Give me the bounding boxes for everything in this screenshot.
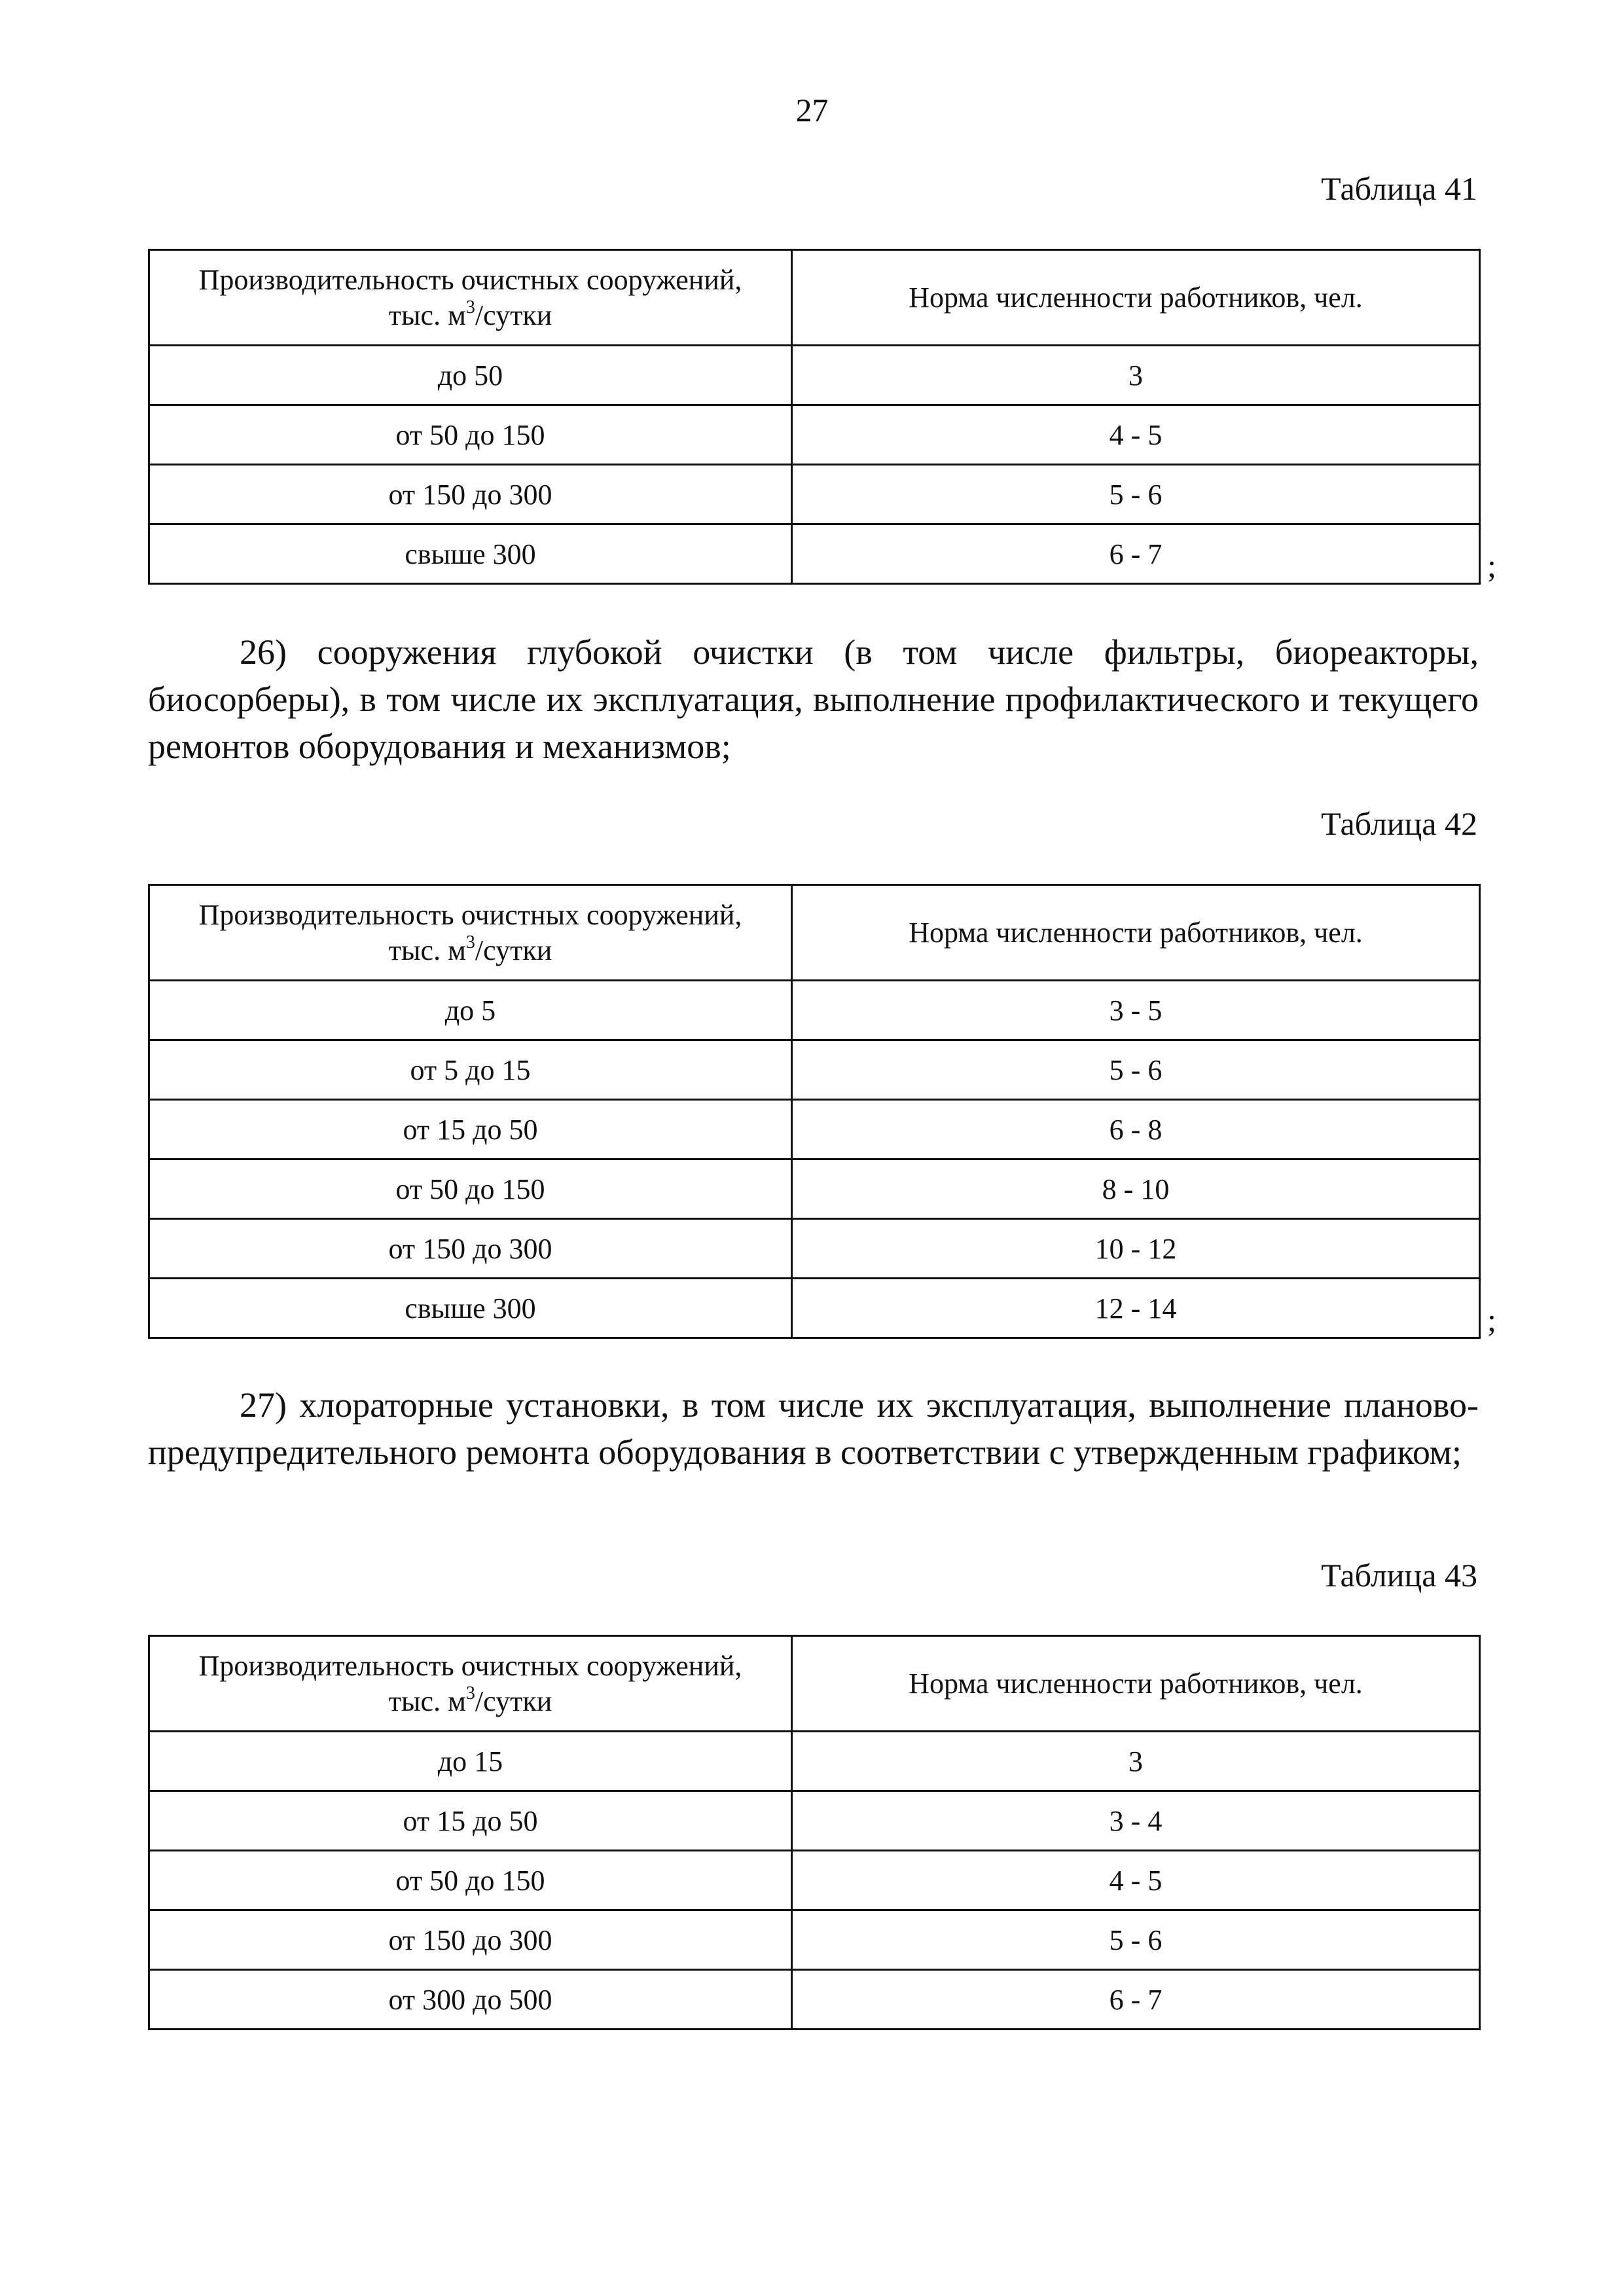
header-capacity-suffix: /сутки <box>475 299 552 331</box>
table-row <box>149 1279 1480 1338</box>
table-row <box>149 524 1480 584</box>
header-capacity <box>149 250 792 346</box>
table-row <box>149 1910 1480 1970</box>
header-capacity <box>149 885 792 981</box>
table-row <box>149 1040 1480 1100</box>
header-norm: Норма численности работников, чел. <box>792 250 1480 346</box>
table-row <box>149 981 1480 1040</box>
norm-cell: 3 <box>792 346 1480 405</box>
header-capacity-line1: Производительность очистных сооружений, <box>198 898 742 931</box>
table-caption: Таблица 43 <box>1321 1557 1477 1594</box>
header-capacity-sup: 3 <box>465 932 475 953</box>
staffing-table <box>148 249 1481 585</box>
table-caption: Таблица 42 <box>1321 805 1477 842</box>
norm-cell: 4 - 5 <box>792 1851 1480 1910</box>
norm-cell: 6 - 7 <box>792 524 1480 584</box>
header-capacity-line1: Производительность очистных сооружений, <box>198 1649 742 1682</box>
capacity-cell: от 150 до 300 <box>149 465 792 524</box>
capacity-cell: от 150 до 300 <box>149 1219 792 1279</box>
norm-cell: 8 - 10 <box>792 1159 1480 1219</box>
norm-cell: 12 - 14 <box>792 1279 1480 1338</box>
header-norm: Норма численности работников, чел. <box>792 1636 1480 1732</box>
capacity-cell: от 50 до 150 <box>149 1159 792 1219</box>
capacity-cell: от 50 до 150 <box>149 1851 792 1910</box>
header-capacity-unit: тыс. м <box>388 934 466 966</box>
table-header-row <box>149 1636 1480 1732</box>
header-capacity-unit: тыс. м <box>388 299 466 331</box>
table-row <box>149 465 1480 524</box>
norm-cell: 3 - 5 <box>792 981 1480 1040</box>
table-header-row <box>149 885 1480 981</box>
norm-cell: 5 - 6 <box>792 1910 1480 1970</box>
norm-cell: 6 - 7 <box>792 1970 1480 2030</box>
table-trailing-semicolon: ; <box>1487 1302 1496 1338</box>
capacity-cell: свыше 300 <box>149 524 792 584</box>
capacity-cell: от 5 до 15 <box>149 1040 792 1100</box>
header-capacity-sup: 3 <box>465 297 475 318</box>
table-caption: Таблица 41 <box>1321 170 1477 207</box>
clause-27-text: 27) хлораторные установки, в том числе их эксплуатация, выполнение планово-предупредительного ремонта оборудования в соответствии с утвержденным графиком; <box>148 1385 1479 1472</box>
capacity-cell: от 15 до 50 <box>149 1100 792 1159</box>
capacity-cell: от 15 до 50 <box>149 1791 792 1851</box>
table-row <box>149 1159 1480 1219</box>
staffing-table <box>148 884 1481 1339</box>
capacity-cell: от 300 до 500 <box>149 1970 792 2030</box>
norm-cell: 4 - 5 <box>792 405 1480 465</box>
table-row <box>149 1970 1480 2030</box>
capacity-cell: до 50 <box>149 346 792 405</box>
table-header-row <box>149 250 1480 346</box>
table-row <box>149 405 1480 465</box>
header-capacity-unit: тыс. м <box>388 1685 466 1717</box>
capacity-cell: свыше 300 <box>149 1279 792 1338</box>
table-row <box>149 1851 1480 1910</box>
header-capacity-suffix: /сутки <box>475 934 552 966</box>
norm-cell: 5 - 6 <box>792 465 1480 524</box>
table-row <box>149 1732 1480 1791</box>
norm-cell: 3 - 4 <box>792 1791 1480 1851</box>
page-number: 27 <box>795 92 829 128</box>
capacity-cell: до 5 <box>149 981 792 1040</box>
table-row <box>149 1791 1480 1851</box>
staffing-table <box>148 1635 1481 2030</box>
header-capacity-sup: 3 <box>465 1683 475 1704</box>
header-capacity-line1: Производительность очистных сооружений, <box>198 263 742 296</box>
header-capacity <box>149 1636 792 1732</box>
table-row <box>149 346 1480 405</box>
table-trailing-semicolon: ; <box>1487 547 1496 584</box>
norm-cell: 3 <box>792 1732 1480 1791</box>
table-row <box>149 1100 1480 1159</box>
norm-cell: 5 - 6 <box>792 1040 1480 1100</box>
header-norm: Норма численности работников, чел. <box>792 885 1480 981</box>
norm-cell: 10 - 12 <box>792 1219 1480 1279</box>
capacity-cell: до 15 <box>149 1732 792 1791</box>
header-capacity-suffix: /сутки <box>475 1685 552 1717</box>
capacity-cell: от 50 до 150 <box>149 405 792 465</box>
norm-cell: 6 - 8 <box>792 1100 1480 1159</box>
capacity-cell: от 150 до 300 <box>149 1910 792 1970</box>
table-row <box>149 1219 1480 1279</box>
clause-26-text: 26) сооружения глубокой очистки (в том числе фильтры, биореакторы, биосорберы), в том числе их эксплуатация, выполнение профилактического и текущего ремонтов оборудования и механизмов; <box>148 632 1479 766</box>
